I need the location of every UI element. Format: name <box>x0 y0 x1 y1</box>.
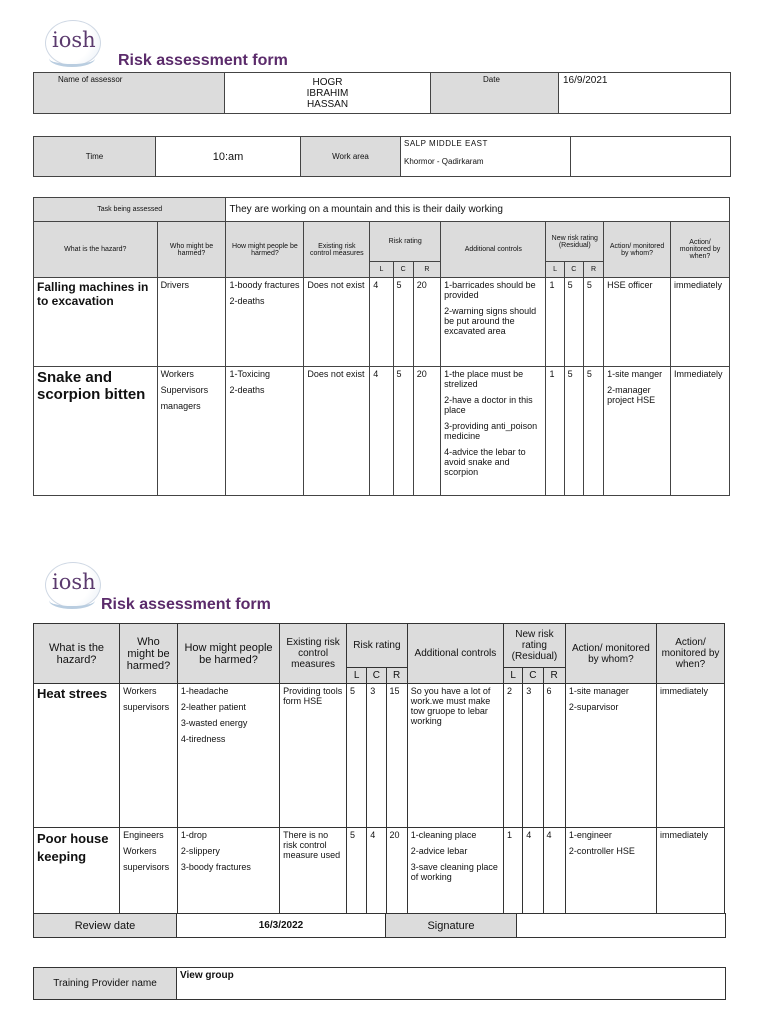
whom-cell <box>604 367 671 496</box>
hdr-l: L <box>347 668 367 684</box>
how-item: 1-drop <box>180 830 207 840</box>
who-item: Workers <box>160 369 194 379</box>
c-cell: 4 <box>367 828 386 914</box>
additional-item: 1-barricades should be provided <box>444 280 536 300</box>
existing-cell: There is no risk control measure used <box>280 828 347 914</box>
table-row <box>34 828 725 914</box>
how-item: 3-wasted energy <box>180 718 248 728</box>
empty-cell <box>571 137 731 177</box>
time-area-table <box>33 136 731 177</box>
who-item: Engineers <box>123 830 164 840</box>
when-cell: immediately <box>656 684 724 828</box>
new-l-cell: 2 <box>504 684 523 828</box>
existing-cell: Does not exist <box>304 278 370 367</box>
l-cell: 4 <box>370 278 393 367</box>
hdr-new-risk: New risk rating (Residual) <box>546 222 604 262</box>
hdr-action-when: Action/ monitored by when? <box>671 222 730 278</box>
iosh-logo-2: iosh <box>45 562 101 608</box>
work-area-line2: Khormor - Qadirkaram <box>404 157 484 166</box>
hdr-existing: Existing risk control measures <box>280 624 347 684</box>
how-item: 1-Toxicing <box>229 369 270 379</box>
who-cell <box>157 278 226 367</box>
c-cell: 5 <box>393 278 413 367</box>
additional-item: 2-warning signs should be put around the excavated area <box>444 306 537 336</box>
training-provider-value: View group <box>177 968 726 1000</box>
how-item: 4-tiredness <box>180 734 226 744</box>
work-area-line1: SALP MIDDLE EAST <box>404 139 488 148</box>
how-cell <box>226 367 304 496</box>
hdr-hazard: What is the hazard? <box>34 624 120 684</box>
whom-item: 2-suparvisor <box>568 702 619 712</box>
additional-item: 4-advice the lebar to avoid snake and scorpion <box>444 447 526 477</box>
whom-item: 1-site manger <box>607 369 663 379</box>
review-date-value: 16/3/2022 <box>177 914 386 938</box>
who-item: supervisors <box>123 862 170 872</box>
r-cell: 20 <box>413 367 440 496</box>
hdr-hazard: What is the hazard? <box>34 222 158 278</box>
how-cell <box>177 684 279 828</box>
assessor-value: HOGR IBRAHIM HASSAN <box>225 73 431 114</box>
how-item: 2-deaths <box>229 296 265 306</box>
hdr-new-r: R <box>543 668 565 684</box>
hdr-risk: Risk rating <box>370 222 441 262</box>
r-cell: 20 <box>386 828 407 914</box>
hdr-action-whom: Action/ monitored by whom? <box>604 222 671 278</box>
who-item: Drivers <box>160 280 190 290</box>
additional-cell <box>407 684 503 828</box>
new-c-cell: 5 <box>564 367 583 496</box>
additional-item: 3-save cleaning place of working <box>410 862 498 882</box>
how-item: 3-boody fractures <box>180 862 251 872</box>
l-cell: 5 <box>347 684 367 828</box>
hdr-additional: Additional controls <box>407 624 503 684</box>
hazard-cell: Snake and scorpion bitten <box>34 367 158 496</box>
additional-cell <box>441 278 546 367</box>
hdr-risk: Risk rating <box>347 624 408 668</box>
hdr-new-c: C <box>564 262 583 278</box>
table-row <box>34 367 730 496</box>
l-cell: 5 <box>347 828 367 914</box>
new-c-cell: 4 <box>523 828 543 914</box>
new-r-cell: 5 <box>583 367 603 496</box>
when-cell: immediately <box>671 278 730 367</box>
work-area-value <box>401 137 571 177</box>
l-cell: 4 <box>370 367 393 496</box>
who-item: managers <box>160 401 201 411</box>
c-cell: 5 <box>393 367 413 496</box>
r-cell: 15 <box>386 684 407 828</box>
iosh-logo: iosh <box>45 20 101 66</box>
hdr-new-l: L <box>546 262 564 278</box>
whom-item: 1-site manager <box>568 686 629 696</box>
hdr-c: C <box>393 262 413 278</box>
hazard-cell: Falling machines in to excavation <box>34 278 158 367</box>
page-title-2: Risk assessment form <box>101 596 271 613</box>
hdr-how: How might people be harmed? <box>177 624 279 684</box>
assessor-label: Name of assessor <box>34 73 225 114</box>
who-cell <box>120 684 178 828</box>
whom-item: 2-controller HSE <box>568 846 635 856</box>
additional-item: So you have a lot of work.we must make tow gruope to lebar working <box>410 686 491 726</box>
hdr-additional: Additional controls <box>441 222 546 278</box>
risk-table-1 <box>33 197 730 496</box>
hdr-new-c: C <box>523 668 543 684</box>
table-row <box>34 684 725 828</box>
new-r-cell: 4 <box>543 828 565 914</box>
how-item: 1-headache <box>180 686 229 696</box>
who-item: Supervisors <box>160 385 209 395</box>
signature-value <box>517 914 726 938</box>
new-l-cell: 1 <box>546 367 564 496</box>
how-item: 2-slippery <box>180 846 220 856</box>
additional-item: 2-have a doctor in this place <box>444 395 533 415</box>
when-cell: Immediately <box>671 367 730 496</box>
task-label: Task being assessed <box>34 198 226 222</box>
who-item: supervisors <box>123 702 170 712</box>
hdr-new-risk: New risk rating (Residual) <box>504 624 566 668</box>
page-title: Risk assessment form <box>118 52 288 69</box>
time-value: 10:am <box>156 137 301 177</box>
date-label: Date <box>431 73 559 114</box>
hdr-existing: Existing risk control measures <box>304 222 370 278</box>
hdr-action-whom: Action/ monitored by whom? <box>565 624 656 684</box>
hdr-l: L <box>370 262 393 278</box>
review-table <box>33 913 726 938</box>
who-item: Workers <box>123 686 157 696</box>
hdr-r: R <box>413 262 440 278</box>
additional-cell <box>407 828 503 914</box>
work-area-label: Work area <box>301 137 401 177</box>
whom-item: HSE officer <box>607 280 653 290</box>
r-cell: 20 <box>413 278 440 367</box>
additional-item: 3-providing anti_poison medicine <box>444 421 538 441</box>
who-item: Workers <box>123 846 157 856</box>
when-cell: immediately <box>656 828 724 914</box>
additional-cell <box>441 367 546 496</box>
hdr-how: How might people be harmed? <box>226 222 304 278</box>
whom-cell <box>604 278 671 367</box>
task-value: They are working on a mountain and this is their daily working <box>226 198 730 222</box>
date-value: 16/9/2021 <box>559 73 731 114</box>
additional-item: 2-advice lebar <box>410 846 468 856</box>
whom-cell <box>565 684 656 828</box>
hdr-new-r: R <box>583 262 603 278</box>
table-row <box>34 278 730 367</box>
who-cell <box>120 828 178 914</box>
new-r-cell: 6 <box>543 684 565 828</box>
signature-label: Signature <box>386 914 517 938</box>
whom-item: 2-manager project HSE <box>607 385 656 405</box>
new-r-cell: 5 <box>583 278 603 367</box>
whom-item: 1-engineer <box>568 830 612 840</box>
how-item: 1-boody fractures <box>229 280 300 290</box>
hdr-who: Who might be harmed? <box>120 624 178 684</box>
how-cell <box>226 278 304 367</box>
review-date-label: Review date <box>34 914 177 938</box>
how-item: 2-leather patient <box>180 702 246 712</box>
hdr-new-l: L <box>504 668 523 684</box>
hdr-action-when: Action/ monitored by when? <box>656 624 724 684</box>
time-label: Time <box>34 137 156 177</box>
who-cell <box>157 367 226 496</box>
new-l-cell: 1 <box>504 828 523 914</box>
new-c-cell: 5 <box>564 278 583 367</box>
how-cell <box>177 828 279 914</box>
additional-item: 1-cleaning place <box>410 830 477 840</box>
hazard-cell: Heat strees <box>34 684 120 828</box>
risk-table-2 <box>33 623 725 914</box>
how-item: 2-deaths <box>229 385 265 395</box>
hdr-c: C <box>367 668 386 684</box>
hdr-r: R <box>386 668 407 684</box>
training-table <box>33 967 726 1000</box>
new-l-cell: 1 <box>546 278 564 367</box>
assessor-table <box>33 72 731 114</box>
hazard-cell: Poor house keeping <box>34 828 120 914</box>
c-cell: 3 <box>367 684 386 828</box>
whom-cell <box>565 828 656 914</box>
additional-item: 1-the place must be strelized <box>444 369 524 389</box>
training-provider-label: Training Provider name <box>34 968 177 1000</box>
existing-cell: Does not exist <box>304 367 370 496</box>
existing-cell: Providing tools form HSE <box>280 684 347 828</box>
hdr-who: Who might be harmed? <box>157 222 226 278</box>
new-c-cell: 3 <box>523 684 543 828</box>
